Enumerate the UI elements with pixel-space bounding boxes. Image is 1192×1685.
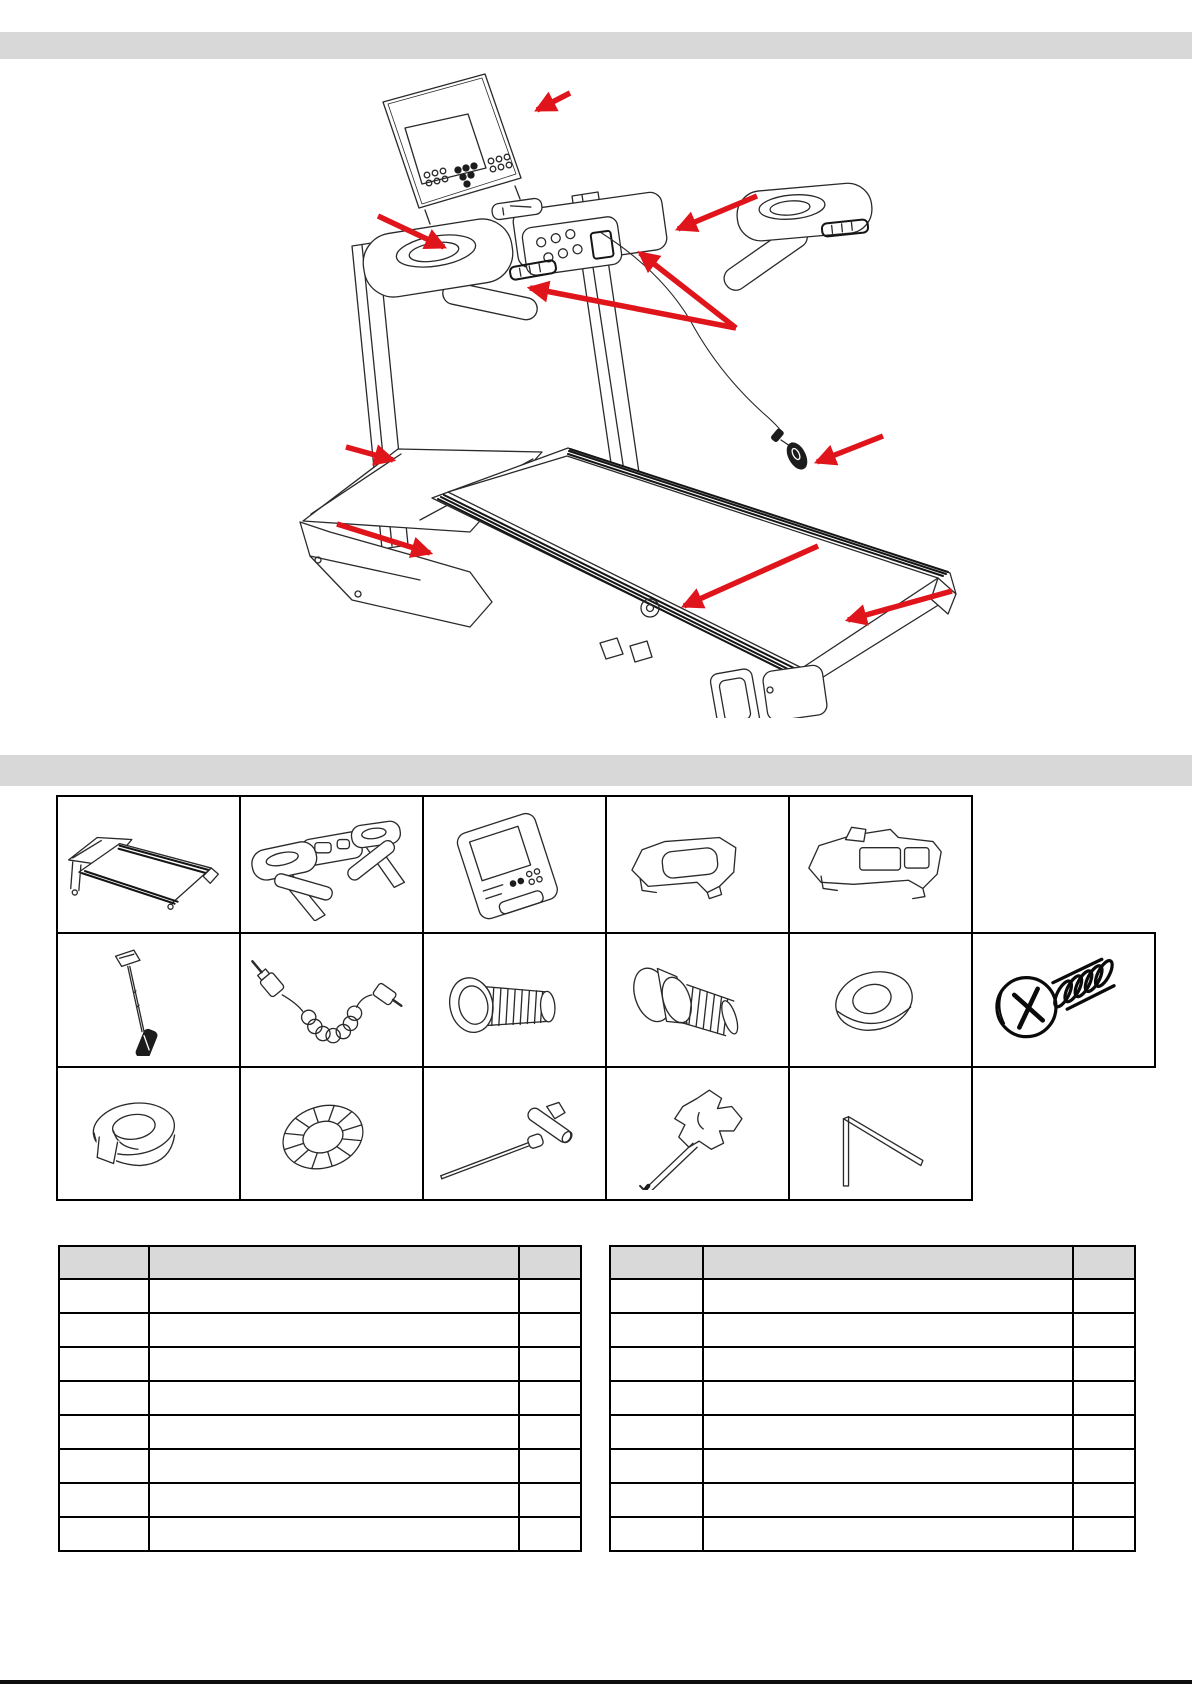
parts-list-cell bbox=[703, 1313, 1073, 1347]
parts-list-row bbox=[59, 1415, 581, 1449]
parts-grid-empty-cell bbox=[972, 796, 1155, 933]
parts-list-row bbox=[59, 1381, 581, 1415]
parts-list-cell bbox=[1073, 1449, 1135, 1483]
parts-grid-row-2 bbox=[57, 933, 1155, 1067]
parts-list-cell bbox=[149, 1347, 519, 1381]
parts-list-cell bbox=[1073, 1517, 1135, 1551]
parts-list-row bbox=[610, 1449, 1135, 1483]
table-left-header-qty bbox=[519, 1246, 581, 1279]
parts-list-cell bbox=[59, 1415, 149, 1449]
parts-list-cell bbox=[1073, 1381, 1135, 1415]
parts-list-cell bbox=[610, 1279, 703, 1313]
parts-list-cell bbox=[1073, 1313, 1135, 1347]
parts-list-cell bbox=[1073, 1415, 1135, 1449]
parts-list-cell bbox=[519, 1381, 581, 1415]
parts-list-cell bbox=[149, 1313, 519, 1347]
table-right-header-no bbox=[610, 1246, 703, 1279]
star-lock-washer-icon bbox=[241, 1078, 409, 1190]
parts-list-cell bbox=[610, 1347, 703, 1381]
parts-list-cell bbox=[703, 1381, 1073, 1415]
parts-list-cell bbox=[519, 1347, 581, 1381]
part-cell-audio-cable bbox=[240, 933, 423, 1067]
parts-list-row bbox=[59, 1347, 581, 1381]
parts-list-cell bbox=[519, 1449, 581, 1483]
parts-list-cell bbox=[149, 1415, 519, 1449]
parts-list-row bbox=[610, 1347, 1135, 1381]
console-cover-left-icon bbox=[607, 809, 775, 921]
parts-list-cell bbox=[149, 1279, 519, 1313]
parts-list-table-left bbox=[58, 1245, 582, 1552]
console-drawing bbox=[383, 74, 543, 224]
parts-list-cell bbox=[149, 1517, 519, 1551]
parts-list-cell bbox=[59, 1517, 149, 1551]
parts-list-cell bbox=[149, 1381, 519, 1415]
parts-list-cell bbox=[149, 1483, 519, 1517]
parts-list-row bbox=[59, 1449, 581, 1483]
parts-list-row bbox=[610, 1517, 1135, 1551]
parts-grid-row-3 bbox=[57, 1067, 1155, 1200]
flat-washer-icon bbox=[790, 944, 958, 1056]
parts-list-cell bbox=[703, 1449, 1073, 1483]
part-cell-treadmill-base-frame bbox=[57, 796, 240, 933]
parts-list-table-right bbox=[609, 1245, 1136, 1552]
part-cell-console-cover-right bbox=[789, 796, 972, 933]
parts-list-row bbox=[610, 1279, 1135, 1313]
parts-list-cell bbox=[59, 1313, 149, 1347]
top-divider-bar bbox=[0, 32, 1192, 59]
parts-list-cell bbox=[519, 1279, 581, 1313]
multi-function-wrench-icon bbox=[607, 1078, 775, 1190]
table-right-header-row bbox=[610, 1246, 1135, 1279]
deck-and-belt bbox=[432, 448, 956, 684]
footer-rule bbox=[0, 1680, 1192, 1684]
console-cover-right-icon bbox=[790, 809, 958, 921]
parts-list-cell bbox=[610, 1381, 703, 1415]
part-cell-star-lock-washer bbox=[240, 1067, 423, 1200]
parts-list-cell bbox=[519, 1415, 581, 1449]
table-right-header-qty bbox=[1073, 1246, 1135, 1279]
parts-list-cell bbox=[703, 1279, 1073, 1313]
callout-arrow-safety-key bbox=[817, 436, 883, 462]
parts-list-cell bbox=[703, 1517, 1073, 1551]
t-handle-allen-wrench-icon bbox=[424, 1078, 592, 1190]
parts-list-row bbox=[59, 1517, 581, 1551]
part-cell-multi-function-wrench bbox=[606, 1067, 789, 1200]
console-icon bbox=[424, 809, 592, 921]
parts-list-cell bbox=[59, 1483, 149, 1517]
parts-list-cell bbox=[59, 1449, 149, 1483]
parts-list-row bbox=[59, 1279, 581, 1313]
parts-list-cell bbox=[1073, 1347, 1135, 1381]
part-cell-console-cover-left bbox=[606, 796, 789, 933]
table-left-body bbox=[59, 1279, 581, 1551]
l-shaped-allen-wrench-icon bbox=[790, 1078, 958, 1190]
safety-key-icon bbox=[58, 944, 226, 1056]
parts-list-cell bbox=[610, 1517, 703, 1551]
parts-list-cell bbox=[610, 1313, 703, 1347]
treadmill-diagram bbox=[215, 58, 975, 718]
table-right-body bbox=[610, 1279, 1135, 1551]
parts-list-cell bbox=[59, 1279, 149, 1313]
treadmill-base-frame-icon bbox=[58, 809, 226, 921]
parts-list-cell bbox=[1073, 1483, 1135, 1517]
parts-list-row bbox=[610, 1381, 1135, 1415]
part-cell-button-head-bolt bbox=[423, 933, 606, 1067]
parts-list-cell bbox=[703, 1347, 1073, 1381]
parts-list-cell bbox=[59, 1347, 149, 1381]
part-cell-console bbox=[423, 796, 606, 933]
parts-list-cell bbox=[519, 1483, 581, 1517]
part-cell-flat-washer bbox=[789, 933, 972, 1067]
parts-list-row bbox=[610, 1483, 1135, 1517]
section-divider-bar bbox=[0, 755, 1192, 786]
parts-list-cell bbox=[519, 1517, 581, 1551]
part-cell-t-handle-allen-wrench bbox=[423, 1067, 606, 1200]
parts-list-row bbox=[59, 1313, 581, 1347]
parts-list-row bbox=[610, 1415, 1135, 1449]
parts-list-cell bbox=[610, 1415, 703, 1449]
part-cell-split-lock-washer bbox=[57, 1067, 240, 1200]
parts-list-cell bbox=[610, 1483, 703, 1517]
part-cell-phillips-screw bbox=[972, 933, 1155, 1067]
split-lock-washer-icon bbox=[58, 1078, 226, 1190]
allen-head-bolt-icon bbox=[607, 944, 775, 1056]
parts-list-cell bbox=[610, 1449, 703, 1483]
parts-list-row bbox=[610, 1313, 1135, 1347]
callout-arrow-quick-key-left bbox=[530, 288, 736, 328]
audio-cable-icon bbox=[241, 944, 409, 1056]
treadmill-line-drawing bbox=[215, 58, 975, 718]
parts-list-cell bbox=[519, 1313, 581, 1347]
part-cell-l-shaped-allen-wrench bbox=[789, 1067, 972, 1200]
parts-grid-empty-cell bbox=[972, 1067, 1155, 1200]
part-cell-allen-head-bolt bbox=[606, 933, 789, 1067]
table-left-header-description bbox=[149, 1246, 519, 1279]
part-cell-console-mast-assembly bbox=[240, 796, 423, 933]
parts-list-cell bbox=[703, 1483, 1073, 1517]
table-left-header-no bbox=[59, 1246, 149, 1279]
parts-grid bbox=[56, 795, 1156, 1201]
parts-list-cell bbox=[1073, 1279, 1135, 1313]
rear-end-caps bbox=[709, 664, 828, 718]
parts-grid-row-1 bbox=[57, 796, 1155, 933]
table-right-header-description bbox=[703, 1246, 1073, 1279]
part-cell-safety-key bbox=[57, 933, 240, 1067]
button-head-bolt-icon bbox=[424, 944, 592, 1056]
parts-list-row bbox=[59, 1483, 581, 1517]
parts-list-cell bbox=[703, 1415, 1073, 1449]
parts-list-cell bbox=[149, 1449, 519, 1483]
table-left-header-row bbox=[59, 1246, 581, 1279]
phillips-screw-icon bbox=[973, 944, 1141, 1056]
console-mast-assembly-icon bbox=[241, 809, 409, 921]
parts-list-cell bbox=[59, 1381, 149, 1415]
callout-arrow-console-display bbox=[537, 93, 570, 110]
